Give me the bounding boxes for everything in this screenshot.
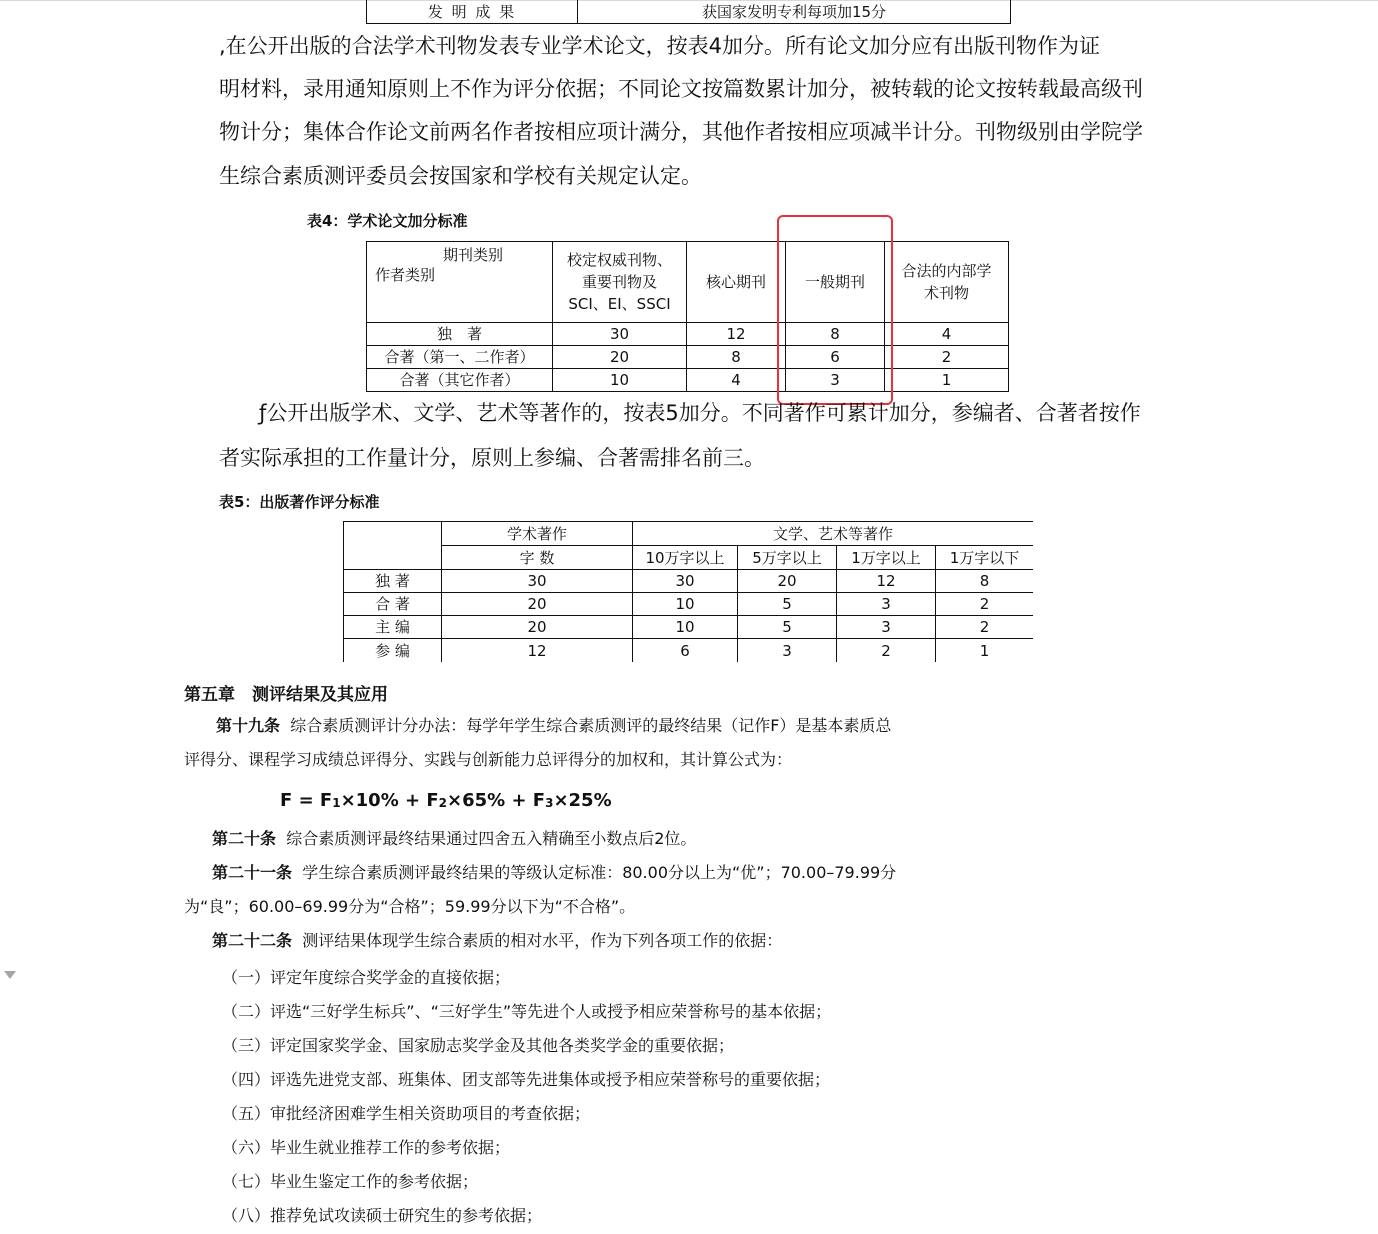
table4-header-line: 合法的内部学 [901,262,992,280]
table-cell: 10 [553,369,687,392]
list-item: （六）毕业生就业推荐工作的参考依据； [222,1138,511,1157]
table5-sub-header: 字 数 [442,546,633,570]
table-cell: 20 [442,593,633,616]
table-cell: 20 [442,616,633,639]
table-row [344,570,1034,593]
table-cell: 12 [442,639,633,663]
article-text: 学生综合素质测评最终结果的等级认定标准：80.00分以上为“优”；70.00–79.99分 [302,863,897,882]
book-paragraph-line: ƒ公开出版学术、文学、艺术等著作的，按表5加分。不同著作可累计加分，参编者、合著者按作 [259,401,1141,425]
table-cell: 12 [687,323,786,346]
row-label: 合 著 [344,593,442,616]
table-row [344,639,1034,663]
table-cell: 3 [786,369,885,392]
table-row [367,346,1009,369]
table-cell: 8 [786,323,885,346]
table5-sub-header: 10万字以上 [633,546,738,570]
table-cell: 5 [738,593,837,616]
table-cell: 12 [837,570,936,593]
table-row [344,593,1034,616]
book-paragraph-line: 者实际承担的工作量计分，原则上参编、合著需排名前三。 [219,446,765,470]
paper-score-table [366,241,1009,392]
formula-subscript: 2 [438,796,448,810]
invention-table [366,0,1011,24]
row-label: 主 编 [344,616,442,639]
table-cell: 2 [885,346,1009,369]
table-cell: 2 [936,616,1034,639]
table5-sub-header: 1万字以下 [936,546,1034,570]
table-cell: 3 [837,593,936,616]
table-row [344,616,1034,639]
row-label: 合著（第一、二作者） [367,346,553,369]
table-cell: 6 [633,639,738,663]
formula-part: ×10% + F [340,790,439,811]
table-cell: 5 [738,616,837,639]
article-text: 评得分、课程学习成绩总评得分、实践与创新能力总评得分的加权和，其计算公式为： [184,750,793,769]
table4-header: 核心期刊 [687,242,786,323]
table-cell: 8 [687,346,786,369]
table-cell: 30 [553,323,687,346]
collapse-triangle-icon[interactable] [4,971,16,979]
table-cell: 10 [633,616,738,639]
highlight-box [777,215,893,405]
table-cell: 20 [738,570,837,593]
table5-caption: 表5：出版著作评分标准 [219,493,380,511]
table-cell: 6 [786,346,885,369]
article-21 [212,863,896,883]
table-cell: 4 [885,323,1009,346]
table-row [367,369,1009,392]
formula-part: ×25% [553,790,612,811]
article-title: 第十九条 [216,716,281,735]
table-cell: 20 [553,346,687,369]
article-title: 第二十二条 [212,931,293,950]
list-item: （七）毕业生鉴定工作的参考依据； [222,1172,479,1191]
paper-paragraph-line: 物计分；集体合作论文前两名作者按相应项计满分，其他作者按相应项减半计分。刊物级别由学院学 [219,120,1143,144]
list-item: （五）审批经济困难学生相关资助项目的考查依据； [222,1104,591,1123]
table-cell: 2 [837,639,936,663]
table4-header [553,242,687,323]
list-item: （八）推荐免试攻读硕士研究生的参考依据； [222,1206,543,1225]
score-formula [280,790,612,811]
book-score-table [343,521,1033,662]
table5-corner [344,522,442,570]
invention-value: 获国家发明专利每项加15分 [701,3,887,21]
table4-header-line: SCI、EI、SSCI [568,295,671,313]
paper-paragraph-line: 生综合素质测评委员会按国家和学校有关规定认定。 [219,164,702,188]
article-text: 综合素质测评最终结果通过四舍五入精确至小数点后2位。 [286,829,697,848]
table5-sub-header: 5万字以上 [738,546,837,570]
table5-group-header: 文学、艺术等著作 [633,522,1034,546]
table4-header-line: 校定权威刊物、 [566,251,672,269]
table-row [367,323,1009,346]
table4-corner-top: 期刊类别 [443,246,504,264]
article-19 [216,716,891,736]
article-20 [212,829,696,849]
article-text: 测评结果体现学生综合素质的相对水平，作为下列各项工作的依据： [302,931,783,950]
formula-part: ×65% + F [447,790,546,811]
table4-header-line: 重要刊物及 [581,273,657,291]
row-label: 独 著 [344,570,442,593]
table-cell: 2 [936,593,1034,616]
formula-part: F = F [280,790,333,811]
table-cell: 3 [837,616,936,639]
table4-header [885,242,1009,323]
paper-paragraph-line: 明材料，录用通知原则上不作为评分依据；不同论文按篇数累计加分，被转载的论文按转载最高级刊 [219,77,1143,101]
paper-paragraph-line: ,在公开出版的合法学术刊物发表专业学术论文，按表4加分。所有论文加分应有出版刊物作为证 [219,34,1101,58]
table-cell: 10 [633,593,738,616]
article-text: 为“良”；60.00–69.99分为“合格”；59.99分以下为“不合格”。 [184,897,636,916]
table-cell: 3 [738,639,837,663]
table4-corner-bottom: 作者类别 [375,266,436,284]
list-item: （四）评选先进党支部、班集体、团支部等先进集体或授予相应荣誉称号的重要依据； [222,1070,831,1089]
book-score-table-wrap [343,521,1033,662]
list-item: （三）评定国家奖学金、国家励志奖学金及其他各类奖学金的重要依据； [222,1036,735,1055]
row-label: 独 著 [367,323,553,346]
article-22 [212,931,782,951]
table-cell: 30 [442,570,633,593]
row-label: 参 编 [344,639,442,663]
formula-subscript: 3 [545,796,554,810]
table-cell: 1 [885,369,1009,392]
table-cell: 30 [633,570,738,593]
invention-label: 发 明 成 果 [367,0,578,23]
list-item: （二）评选“三好学生标兵”、“三好学生”等先进个人或授予相应荣誉称号的基本依据； [222,1002,832,1021]
table4-header-line: 术刊物 [923,284,969,302]
table5-group-header: 学术著作 [442,522,633,546]
table-cell: 1 [936,639,1034,663]
table-cell: 4 [687,369,786,392]
table4-header: 一般期刊 [786,242,885,323]
list-item: （一）评定年度综合奖学金的直接依据； [222,968,511,987]
table-cell: 8 [936,570,1034,593]
article-title: 第二十一条 [212,863,293,882]
article-text: 综合素质测评计分办法：每学年学生综合素质测评的最终结果（记作F）是基本素质总 [290,716,892,735]
chapter-title: 第五章 测评结果及其应用 [184,685,388,705]
formula-subscript: 1 [332,796,341,810]
table4-corner [367,242,553,323]
row-label: 合著（其它作者） [367,369,553,392]
article-title: 第二十条 [212,829,277,848]
table5-sub-header: 1万字以上 [837,546,936,570]
table4-caption: 表4：学术论文加分标准 [307,212,468,230]
